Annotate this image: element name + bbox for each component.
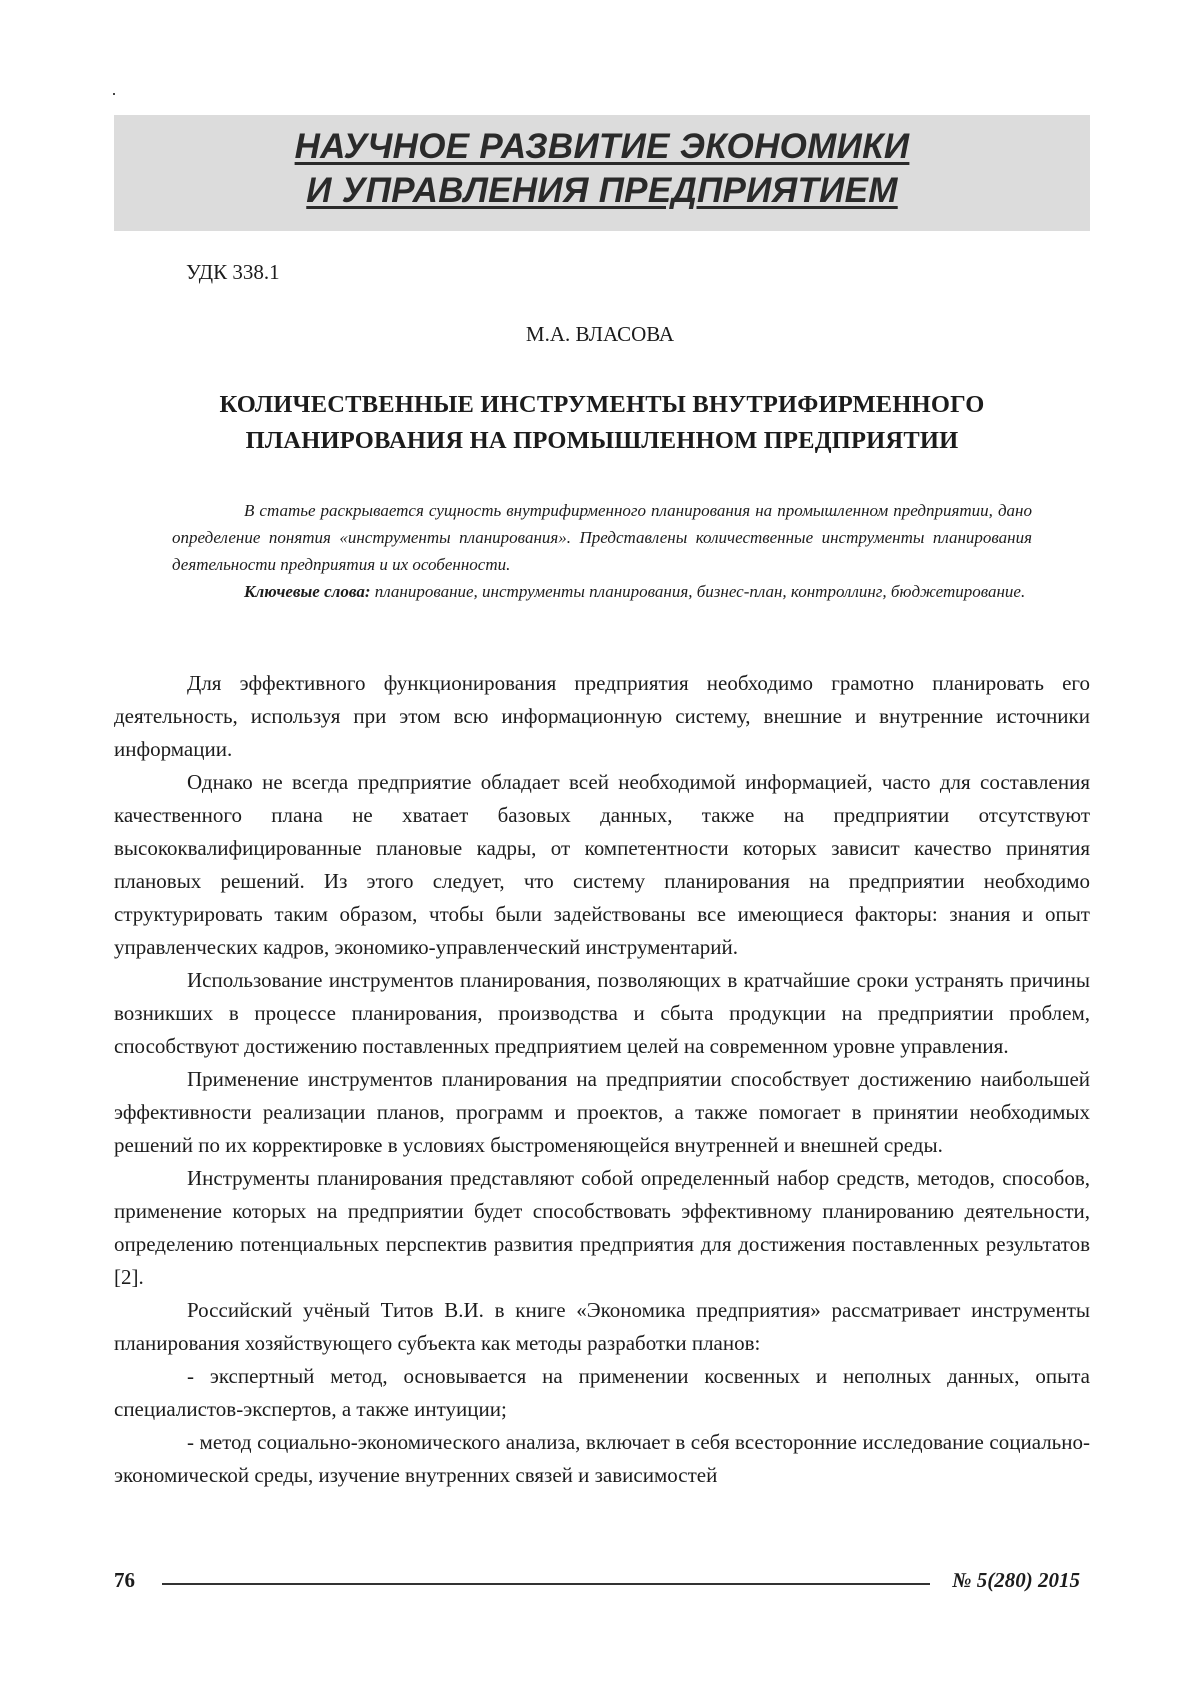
page-footer xyxy=(114,1568,1090,1598)
body-paragraph: Применение инструментов планирования на предприятии способствует достижению наибольшей эффективности реализации планов, программ и проектов, а также помогает в принятии необходимых решений по их корректировке в условиях быстроменяющейся внутренней и внешней среды. xyxy=(114,1063,1090,1162)
section-title-line-1: НАУЧНОЕ РАЗВИТИЕ ЭКОНОМИКИ xyxy=(114,125,1090,169)
page-number: 76 xyxy=(114,1568,135,1593)
section-banner xyxy=(114,115,1090,231)
article-title-line-2: ПЛАНИРОВАНИЯ НА ПРОМЫШЛЕННОМ ПРЕДПРИЯТИИ xyxy=(120,423,1084,459)
abstract-text: В статье раскрывается сущность внутрифирменного планирования на промышленном предприятии, дано определение понятия «инструменты планирования». Представлены количественные инструменты планирования деятельности предприятия и их особенности. xyxy=(172,497,1032,578)
author-name: М.А. ВЛАСОВА xyxy=(0,322,1200,347)
issue-number: № 5(280) 2015 xyxy=(952,1568,1080,1593)
body-paragraph: - метод социально-экономического анализа, включает в себя всесторонние исследование социально-экономической среды, изучение внутренних связей и зависимостей xyxy=(114,1426,1090,1492)
body-paragraph: Инструменты планирования представляют собой определенный набор средств, методов, способов, применение которых на предприятии будет способствовать эффективному планированию деятельности, определению потенциальных перспектив развития предприятия для достижения поставленных результатов [2]. xyxy=(114,1162,1090,1294)
body-paragraph: Использование инструментов планирования, позволяющих в кратчайшие сроки устранять причины возникших в процессе планирования, производства и сбыта продукции на предприятии проблем, способствуют достижению поставленных предприятием целей на современном уровне управления. xyxy=(114,964,1090,1063)
scan-dot xyxy=(113,93,115,95)
keywords xyxy=(172,578,1032,605)
abstract xyxy=(172,497,1032,605)
article-body xyxy=(114,667,1090,1492)
section-title-line-2: И УПРАВЛЕНИЯ ПРЕДПРИЯТИЕМ xyxy=(114,169,1090,213)
keywords-label: Ключевые слова: xyxy=(244,582,371,601)
udk-code: УДК 338.1 xyxy=(186,260,280,285)
footer-divider xyxy=(162,1583,930,1585)
body-paragraph: - экспертный метод, основывается на применении косвенных и неполных данных, опыта специалистов-экспертов, а также интуиции; xyxy=(114,1360,1090,1426)
body-paragraph: Для эффективного функционирования предприятия необходимо грамотно планировать его деятельность, используя при этом всю информационную систему, внешние и внутренние источники информации. xyxy=(114,667,1090,766)
article-title-line-1: КОЛИЧЕСТВЕННЫЕ ИНСТРУМЕНТЫ ВНУТРИФИРМЕННОГО xyxy=(120,387,1084,423)
body-paragraph: Однако не всегда предприятие обладает всей необходимой информацией, часто для составления качественного плана не хватает базовых данных, также на предприятии отсутствуют высококвалифицированные плановые кадры, от компетентности которых зависит качество принятия плановых решений. Из этого следует, что систему планирования на предприятии необходимо структурировать таким образом, чтобы были задействованы все имеющиеся факторы: знания и опыт управленческих кадров, экономико-управленческий инструментарий. xyxy=(114,766,1090,964)
article-title xyxy=(120,387,1084,459)
keywords-list: планирование, инструменты планирования, бизнес-план, контроллинг, бюджетирование. xyxy=(371,582,1026,601)
body-paragraph: Российский учёный Титов В.И. в книге «Экономика предприятия» рассматривает инструменты планирования хозяйствующего субъекта как методы разработки планов: xyxy=(114,1294,1090,1360)
